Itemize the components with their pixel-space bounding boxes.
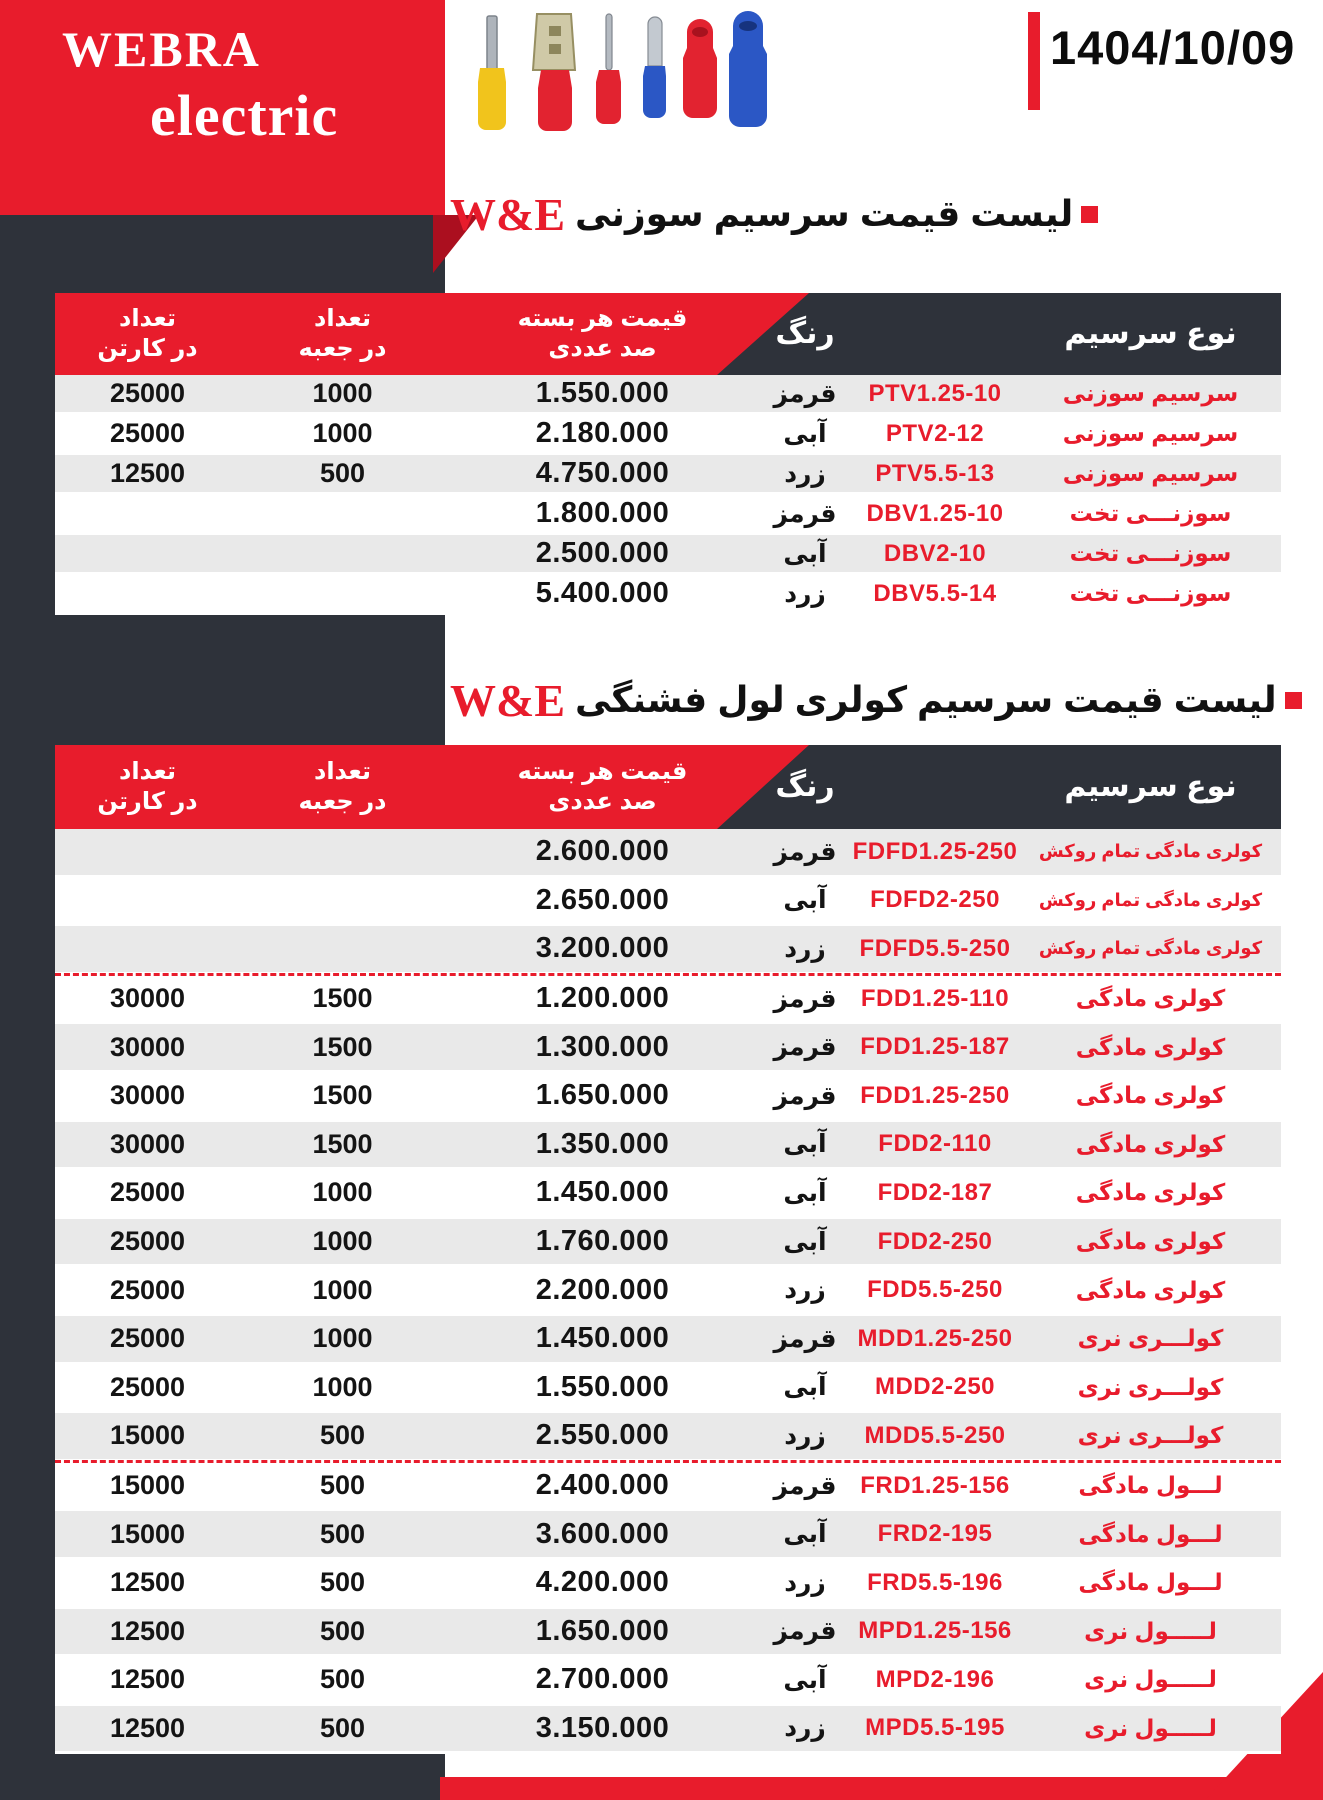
charcoal-band-middle (0, 615, 445, 745)
cell-price: 3.150.000 (535, 1711, 670, 1744)
header-box-qty (240, 304, 445, 364)
cell-carton: 25000 (109, 378, 186, 408)
blade-terminal-metal (487, 16, 497, 70)
cell-code: MPD2-196 (875, 1665, 995, 1693)
cell-price: 2.700.000 (535, 1663, 670, 1696)
cell-code: MPD1.25-156 (858, 1617, 1012, 1645)
cell-code: FDD2-110 (878, 1130, 992, 1158)
cell-price: 1.800.000 (535, 497, 670, 529)
cell-box: 1500 (312, 1128, 373, 1159)
cell-type: کولری مادگی (1075, 1228, 1226, 1255)
cell-box: 500 (319, 1518, 366, 1549)
header-carton-line1: تعداد (119, 758, 176, 785)
cell-code: DBV1.25-10 (866, 499, 1004, 527)
header-carton-line2: در کارتن (97, 788, 198, 815)
cell-type: لـــــول نری (1084, 1666, 1217, 1693)
cell-carton: 15000 (109, 1420, 186, 1451)
red-sleeve (538, 70, 572, 131)
table-row (55, 455, 1281, 495)
bottom-red-bar (440, 1777, 1323, 1800)
table-row (55, 1560, 1281, 1609)
cell-color: زرد (784, 1568, 826, 1597)
cell-code: FRD1.25-156 (860, 1471, 1010, 1499)
header-box-line1: تعداد (314, 758, 371, 785)
charcoal-band-top (0, 215, 445, 293)
cell-box: 500 (319, 458, 366, 488)
table-row (55, 415, 1281, 455)
header-price-line1: قیمت هر بسته (517, 305, 688, 332)
cell-code: FDFD5.5-250 (859, 934, 1011, 962)
table-body (55, 375, 1281, 615)
header-carton-line1: تعداد (119, 305, 176, 332)
cell-price: 2.500.000 (535, 537, 670, 569)
table-row (55, 1609, 1281, 1658)
cell-code: FDD5.5-250 (867, 1276, 1003, 1304)
cell-code: PTV5.5-13 (875, 459, 995, 487)
cell-carton: 12500 (109, 458, 186, 488)
cell-carton: 25000 (109, 1274, 186, 1305)
cell-type: سوزنـــی تخت (1069, 540, 1232, 566)
blue-sleeve (643, 66, 666, 118)
cell-type: کولری مادگی (1075, 1130, 1226, 1157)
cell-carton: 25000 (109, 1226, 186, 1257)
header-price (445, 757, 760, 817)
cell-price: 2.200.000 (535, 1273, 670, 1306)
table-row (55, 575, 1281, 615)
table-row (55, 976, 1281, 1025)
cell-price: 2.600.000 (535, 835, 670, 868)
cell-carton: 15000 (109, 1518, 186, 1549)
cell-price: 3.200.000 (535, 932, 670, 965)
cell-color: آبی (783, 539, 827, 568)
cell-carton: 12500 (109, 1664, 186, 1695)
table-row (55, 1122, 1281, 1171)
cell-box: 500 (319, 1712, 366, 1743)
cell-type: کولـــری نری (1077, 1373, 1224, 1400)
cell-color: آبی (783, 1520, 827, 1549)
cell-type: سوزنـــی تخت (1069, 500, 1232, 526)
cell-box: 1000 (312, 1274, 373, 1305)
cell-type: کولری مادگی (1075, 985, 1226, 1012)
cell-type: کولـــری نری (1077, 1422, 1224, 1449)
disconnect-hole (549, 26, 561, 36)
cell-carton: 30000 (109, 1128, 186, 1159)
cell-code: FDFD2-250 (870, 886, 1000, 914)
header-color (760, 315, 850, 353)
cell-type: لـــــول نری (1084, 1714, 1217, 1741)
header-type-label: نوع سرسیم (1064, 770, 1237, 804)
cell-color: زرد (784, 579, 826, 608)
cell-type: کولری مادگی (1075, 1276, 1226, 1303)
cell-price: 2.400.000 (535, 1469, 670, 1502)
cell-box (240, 829, 445, 875)
cell-box: 1500 (312, 1080, 373, 1111)
header-box-line2: در جعبه (298, 788, 387, 815)
table-header (55, 745, 1281, 829)
charcoal-block-bottom (0, 1753, 445, 1800)
cell-code: MPD5.5-195 (865, 1714, 1005, 1742)
cell-carton: 25000 (109, 1323, 186, 1354)
cell-type: سرسیم سوزنی (1062, 420, 1239, 446)
cell-box: 500 (319, 1615, 366, 1646)
cell-color: قرمز (773, 379, 837, 408)
cell-code: FDFD1.25-250 (852, 837, 1018, 865)
cell-type: سرسیم سوزنی (1062, 380, 1239, 406)
price-table-needle-terminals (55, 293, 1281, 615)
section1-brand-we: W&E (450, 188, 565, 240)
header-box-line1: تعداد (314, 305, 371, 332)
cell-color: زرد (784, 1714, 826, 1743)
brand-subname: electric (150, 83, 339, 148)
cell-price: 2.550.000 (535, 1419, 670, 1452)
cell-code: FRD5.5-196 (867, 1568, 1003, 1596)
cell-price: 4.200.000 (535, 1566, 670, 1599)
table-row (55, 1413, 1281, 1462)
table-row (55, 535, 1281, 575)
cell-code: MDD2-250 (874, 1373, 996, 1401)
cell-color: قرمز (773, 984, 837, 1013)
cell-color: قرمز (773, 499, 837, 528)
title-bullet-icon (1285, 692, 1302, 709)
cell-price: 1.300.000 (535, 1030, 670, 1063)
cell-code: FDD2-250 (877, 1227, 993, 1255)
dashed-divider (55, 973, 1281, 976)
cell-color: قرمز (773, 1324, 837, 1353)
price-table-spade-bullet-terminals (55, 745, 1281, 1754)
header-price-line1: قیمت هر بسته (517, 758, 688, 785)
title-bullet-icon (1081, 206, 1098, 223)
table-row (55, 495, 1281, 535)
table-row (55, 1024, 1281, 1073)
table-row (55, 1511, 1281, 1560)
section1-title-row (450, 186, 1140, 242)
cell-carton: 12500 (109, 1712, 186, 1743)
cell-type: لـــول مادگی (1078, 1569, 1223, 1596)
table-row (55, 375, 1281, 415)
cell-type: کولری مادگی (1075, 1179, 1226, 1206)
cell-color: زرد (784, 1276, 826, 1305)
header-color-label: رنگ (775, 317, 835, 351)
cell-code: MDD1.25-250 (857, 1324, 1013, 1352)
cell-box: 1500 (312, 983, 373, 1014)
header-color-label: رنگ (775, 770, 835, 804)
cell-price: 4.750.000 (535, 457, 670, 489)
table-row (55, 1706, 1281, 1755)
dashed-divider (55, 1460, 1281, 1463)
cell-code: MDD5.5-250 (864, 1421, 1006, 1449)
section1-title: لیست قیمت سرسیم سوزنی (575, 193, 1074, 234)
cell-color: آبی (783, 1665, 827, 1694)
header-type (1020, 768, 1281, 806)
cell-price: 2.650.000 (535, 883, 670, 916)
cell-carton (55, 878, 240, 924)
cell-box (240, 495, 445, 532)
cell-carton (55, 495, 240, 532)
cell-price: 3.600.000 (535, 1517, 670, 1550)
cell-type: کولری مادگی تمام روکش (1038, 889, 1263, 910)
cell-color: زرد (784, 934, 826, 963)
table-row (55, 829, 1281, 878)
cell-carton: 15000 (109, 1470, 186, 1501)
cell-carton: 25000 (109, 1177, 186, 1208)
cell-carton: 12500 (109, 1567, 186, 1598)
cell-box: 1000 (312, 1226, 373, 1257)
cell-box: 1000 (312, 1323, 373, 1354)
table-row (55, 878, 1281, 927)
disconnect-metal (533, 14, 575, 70)
cell-code: DBV5.5-14 (873, 579, 997, 607)
cell-box: 1000 (312, 378, 373, 408)
cell-price: 1.550.000 (535, 1370, 670, 1403)
cell-carton: 25000 (109, 1371, 186, 1402)
cell-color: زرد (784, 459, 826, 488)
cell-box: 1000 (312, 1371, 373, 1402)
cell-carton (55, 575, 240, 612)
table-row (55, 1267, 1281, 1316)
header-type (1020, 315, 1281, 353)
section2-title-row (450, 672, 1277, 728)
table-row (55, 1316, 1281, 1365)
cell-code: PTV2-12 (885, 419, 985, 447)
cell-color: آبی (783, 1130, 827, 1159)
cell-color: آبی (783, 419, 827, 448)
cell-type: کولری مادگی تمام روکش (1038, 841, 1263, 862)
cell-code: FDD1.25-250 (860, 1081, 1010, 1109)
cell-color: قرمز (773, 837, 837, 866)
header-carton-line2: در کارتن (97, 335, 198, 362)
cell-price: 1.550.000 (535, 377, 670, 409)
cell-carton (55, 926, 240, 972)
cell-box: 500 (319, 1567, 366, 1598)
cell-box (240, 535, 445, 572)
cell-type: سرسیم سوزنی (1062, 460, 1239, 486)
cell-box: 500 (319, 1420, 366, 1451)
cell-carton: 12500 (109, 1615, 186, 1646)
table-row (55, 1365, 1281, 1414)
disconnect-hole (549, 44, 561, 54)
cell-price: 1.760.000 (535, 1225, 670, 1258)
header-price (445, 304, 760, 364)
cell-type: کولـــری نری (1077, 1325, 1224, 1352)
table-header (55, 293, 1281, 375)
cell-price: 2.180.000 (535, 417, 670, 449)
cell-carton: 30000 (109, 983, 186, 1014)
cell-code: DBV2-10 (883, 539, 987, 567)
table-row (55, 1073, 1281, 1122)
header-type-label: نوع سرسیم (1064, 317, 1237, 351)
cell-carton (55, 535, 240, 572)
date-accent-bar (1028, 12, 1040, 110)
cell-color: قرمز (773, 1033, 837, 1062)
cell-code: PTV1.25-10 (868, 379, 1002, 407)
cell-color: زرد (784, 1421, 826, 1450)
date: 1404/10/09 (1050, 21, 1296, 74)
table-row (55, 1170, 1281, 1219)
table-row (55, 1463, 1281, 1512)
cell-box (240, 575, 445, 612)
cell-type: لـــول مادگی (1078, 1472, 1223, 1499)
header-color (760, 768, 850, 806)
cell-box (240, 926, 445, 972)
cell-price: 1.650.000 (535, 1614, 670, 1647)
red-female-opening (692, 27, 708, 37)
section2-brand-we: W&E (450, 674, 565, 726)
cell-carton: 25000 (109, 418, 186, 448)
cell-color: آبی (783, 1227, 827, 1256)
red-sleeve (596, 70, 621, 124)
cell-code: FDD1.25-110 (860, 984, 1010, 1012)
table-body (55, 829, 1281, 1754)
header-price-line2: صد عددی (548, 788, 657, 815)
cell-color: آبی (783, 1373, 827, 1402)
brand-name: WEBRA (62, 21, 261, 77)
cell-color: آبی (783, 1178, 827, 1207)
cell-carton: 30000 (109, 1080, 186, 1111)
cell-type: کولری مادگی (1075, 1082, 1226, 1109)
cell-code: FRD2-195 (877, 1520, 993, 1548)
cell-code: FDD2-187 (877, 1178, 993, 1206)
left-charcoal-strip (0, 215, 55, 1800)
header-box-line2: در جعبه (298, 335, 387, 362)
table-row (55, 1657, 1281, 1706)
cell-price: 1.450.000 (535, 1176, 670, 1209)
cell-price: 5.400.000 (535, 577, 670, 609)
cell-type: سوزنـــی تخت (1069, 580, 1232, 606)
header-box-qty (240, 757, 445, 817)
cell-carton: 30000 (109, 1031, 186, 1062)
cell-type: کولری مادگی (1075, 1033, 1226, 1060)
cell-price: 1.200.000 (535, 982, 670, 1015)
cell-box (240, 878, 445, 924)
header-carton-qty (55, 304, 240, 364)
cell-type: لـــــول نری (1084, 1617, 1217, 1644)
cell-price: 1.350.000 (535, 1127, 670, 1160)
cell-type: کولری مادگی تمام روکش (1038, 938, 1263, 959)
blue-female-opening (739, 21, 757, 31)
section2-title: لیست قیمت سرسیم کولری لول فشنگی (575, 679, 1277, 720)
cell-color: قرمز (773, 1081, 837, 1110)
cell-color: آبی (783, 886, 827, 915)
table-row (55, 926, 1281, 975)
terminal-products-image (465, 8, 775, 150)
header-price-line2: صد عددی (548, 335, 657, 362)
pin-metal (606, 14, 612, 70)
bullet-metal (648, 17, 662, 66)
cell-price: 1.650.000 (535, 1079, 670, 1112)
cell-type: لـــول مادگی (1078, 1520, 1223, 1547)
cell-price: 1.450.000 (535, 1322, 670, 1355)
cell-box: 500 (319, 1664, 366, 1695)
header-carton-qty (55, 757, 240, 817)
cell-box: 1500 (312, 1031, 373, 1062)
cell-color: قرمز (773, 1471, 837, 1500)
yellow-sleeve (478, 68, 506, 130)
table-row (55, 1219, 1281, 1268)
cell-color: قرمز (773, 1617, 837, 1646)
cell-box: 1000 (312, 418, 373, 448)
cell-box: 1000 (312, 1177, 373, 1208)
cell-code: FDD1.25-187 (860, 1033, 1010, 1061)
cell-carton (55, 829, 240, 875)
cell-box: 500 (319, 1470, 366, 1501)
